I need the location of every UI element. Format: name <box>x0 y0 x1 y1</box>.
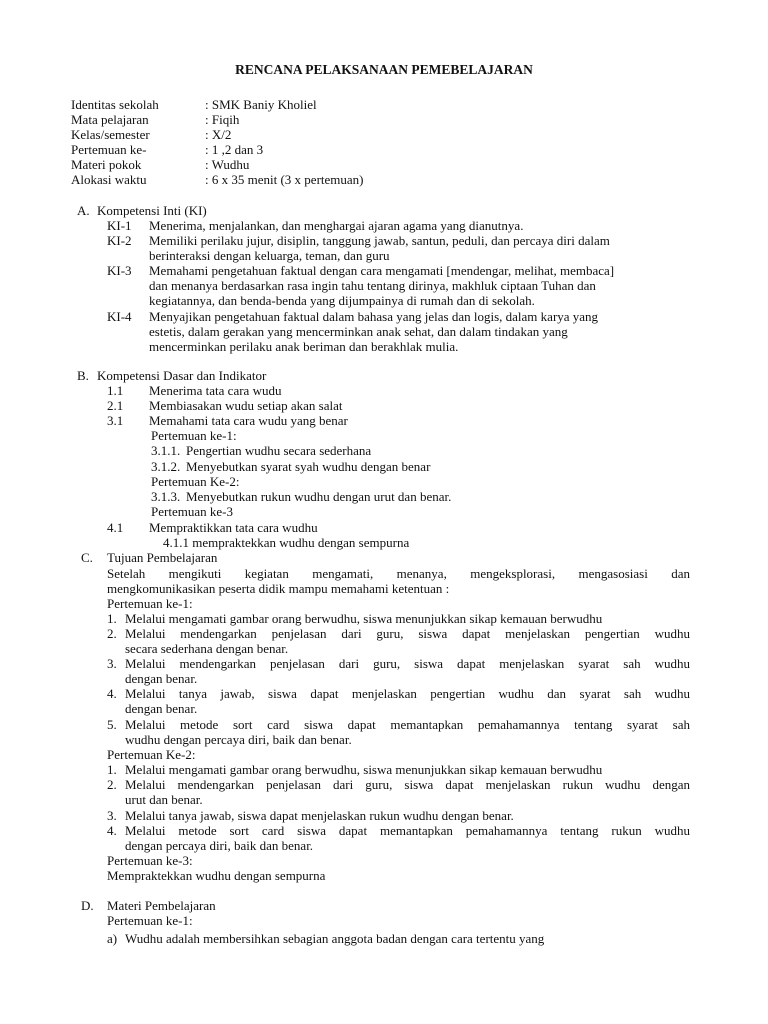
meeting-label: Pertemuan ke-3 <box>151 504 233 519</box>
list-text: Melalui mendengarkan penjelasan dari guru, siswa dapat menjelaskan syarat sah wudhu <box>125 656 690 671</box>
identity-label: Identitas sekolah <box>71 97 159 112</box>
list-number: 3. <box>107 808 117 823</box>
list-text: Melalui tanya jawab, siswa dapat menjelaskan rukun wudhu dengan benar. <box>125 808 514 823</box>
ki-code: KI-1 <box>107 218 132 233</box>
section-heading: Tujuan Pembelajaran <box>107 550 218 565</box>
indicator-text: Pengertian wudhu secara sederhana <box>186 443 372 458</box>
list-text: Melalui tanya jawab, siswa dapat menjelaskan pengertian wudhu dan syarat sah wudhu <box>125 686 690 701</box>
list-number: 3. <box>107 656 117 671</box>
ki-text: Memahami pengetahuan faktual dengan cara mengamati [mendengar, melihat, membaca] <box>149 263 615 278</box>
identity-value: : SMK Baniy Kholiel <box>205 97 317 112</box>
ki-text: Menyajikan pengetahuan faktual dalam bahasa yang jelas dan logis, dalam karya yang <box>149 309 599 324</box>
meeting-label: Pertemuan ke-3: <box>107 853 193 868</box>
kd-number: 4.1 <box>107 520 124 535</box>
list-text: Melalui mengamati gambar orang berwudhu, siswa menunjukkan sikap kemauan berwudhu <box>125 762 603 777</box>
kd-text: Memahami tata cara wudu yang benar <box>149 413 348 428</box>
section-marker: D. <box>81 898 94 913</box>
list-text: Wudhu adalah membersihkan sebagian anggota badan dengan cara tertentu yang <box>125 931 545 946</box>
list-number: 2. <box>107 626 117 641</box>
intro-text: Setelah mengikuti kegiatan mengamati, menanya, mengeksplorasi, mengasosiasi dan <box>107 566 690 581</box>
kd-text: Membiasakan wudu setiap akan salat <box>149 398 343 413</box>
list-text: Melalui mengamati gambar orang berwudhu, siswa menunjukkan sikap kemauan berwudhu <box>125 611 603 626</box>
section-marker: B. <box>77 368 89 383</box>
list-text: Melalui mendengarkan penjelasan dari guru, siswa dapat menjelaskan pengertian wudhu <box>125 626 690 641</box>
list-number: 1. <box>107 762 117 777</box>
kd-text: Mempraktikkan tata cara wudhu <box>149 520 318 535</box>
identity-label: Mata pelajaran <box>71 112 149 127</box>
ki-text: estetis, dalam gerakan yang mencerminkan anak sehat, dan dalam tindakan yang <box>149 324 568 339</box>
meeting-label: Pertemuan ke-1: <box>151 428 237 443</box>
ki-text: kegiatannya, dan benda-benda yang dijumpainya di rumah dan di sekolah. <box>149 293 535 308</box>
list-number: a) <box>107 931 118 946</box>
ki-text: Memiliki perilaku jujur, disiplin, tanggung jawab, santun, peduli, dan percaya diri dalam <box>149 233 610 248</box>
indicator-text: Menyebutkan rukun wudhu dengan urut dan benar. <box>186 489 452 504</box>
list-number: 5. <box>107 717 117 732</box>
identity-label: Materi pokok <box>71 157 142 172</box>
list-number: 4. <box>107 823 117 838</box>
identity-value: : Fiqih <box>205 112 240 127</box>
kd-text: Menerima tata cara wudu <box>149 383 282 398</box>
identity-label: Pertemuan ke- <box>71 142 147 157</box>
identity-label: Alokasi waktu <box>71 172 147 187</box>
section-marker: C. <box>81 550 93 565</box>
indicator-number: 3.1.2. <box>151 459 181 474</box>
kd-number: 1.1 <box>107 383 124 398</box>
identity-value: : 6 x 35 menit (3 x pertemuan) <box>205 172 364 187</box>
meeting-label: Pertemuan ke-1: <box>107 596 193 611</box>
meeting-label: Pertemuan Ke-2: <box>107 747 196 762</box>
ki-text: Menerima, menjalankan, dan menghargai ajaran agama yang dianutnya. <box>149 218 524 233</box>
intro-text: mengkomunikasikan peserta didik mampu memahami ketentuan : <box>107 581 450 596</box>
indicator-text: 4.1.1 mempraktekkan wudhu dengan sempurna <box>163 535 410 550</box>
identity-label: Kelas/semester <box>71 127 150 142</box>
list-text: wudhu dengan percaya diri, baik dan benar. <box>125 732 352 747</box>
kd-number: 3.1 <box>107 413 124 428</box>
identity-value: : Wudhu <box>205 157 250 172</box>
indicator-number: 3.1.1. <box>151 443 181 458</box>
ki-text: mencerminkan perilaku anak beriman dan berakhlak mulia. <box>149 339 459 354</box>
ki-text: berinteraksi dengan keluarga, teman, dan guru <box>149 248 390 263</box>
ki-text: dan menanya berdasarkan rasa ingin tahu tentang dirinya, makhluk ciptaan Tuhan dan <box>149 278 596 293</box>
list-text: Melalui metode sort card siswa dapat memantapkan pemahamannya tentang rukun wudhu <box>125 823 690 838</box>
meeting-label: Pertemuan Ke-2: <box>151 474 240 489</box>
list-text: Melalui metode sort card siswa dapat memantapkan pemahamannya tentang syarat sah <box>125 717 690 732</box>
indicator-text: Menyebutkan syarat syah wudhu dengan benar <box>186 459 431 474</box>
ki-code: KI-2 <box>107 233 132 248</box>
list-text: dengan benar. <box>125 701 198 716</box>
meeting-text: Mempraktekkan wudhu dengan sempurna <box>107 868 326 883</box>
identity-value: : 1 ,2 dan 3 <box>205 142 264 157</box>
list-number: 2. <box>107 777 117 792</box>
list-number: 4. <box>107 686 117 701</box>
section-heading: Materi Pembelajaran <box>107 898 216 913</box>
kd-number: 2.1 <box>107 398 124 413</box>
section-heading: Kompetensi Dasar dan Indikator <box>97 368 267 383</box>
ki-code: KI-4 <box>107 309 132 324</box>
ki-code: KI-3 <box>107 263 132 278</box>
list-text: dengan benar. <box>125 671 198 686</box>
list-text: dengan percaya diri, baik dan benar. <box>125 838 314 853</box>
list-number: 1. <box>107 611 117 626</box>
section-heading: Kompetensi Inti (KI) <box>97 203 207 218</box>
list-text: Melalui mendengarkan penjelasan dari guru, siswa dapat menjelaskan rukun wudhu dengan <box>125 777 690 792</box>
indicator-number: 3.1.3. <box>151 489 181 504</box>
meeting-label: Pertemuan ke-1: <box>107 913 193 928</box>
list-text: urut dan benar. <box>125 792 203 807</box>
list-text: secara sederhana dengan benar. <box>125 641 289 656</box>
section-marker: A. <box>77 203 90 218</box>
identity-value: : X/2 <box>205 127 232 142</box>
document-title: RENCANA PELAKSANAAN PEMEBELAJARAN <box>235 62 533 77</box>
